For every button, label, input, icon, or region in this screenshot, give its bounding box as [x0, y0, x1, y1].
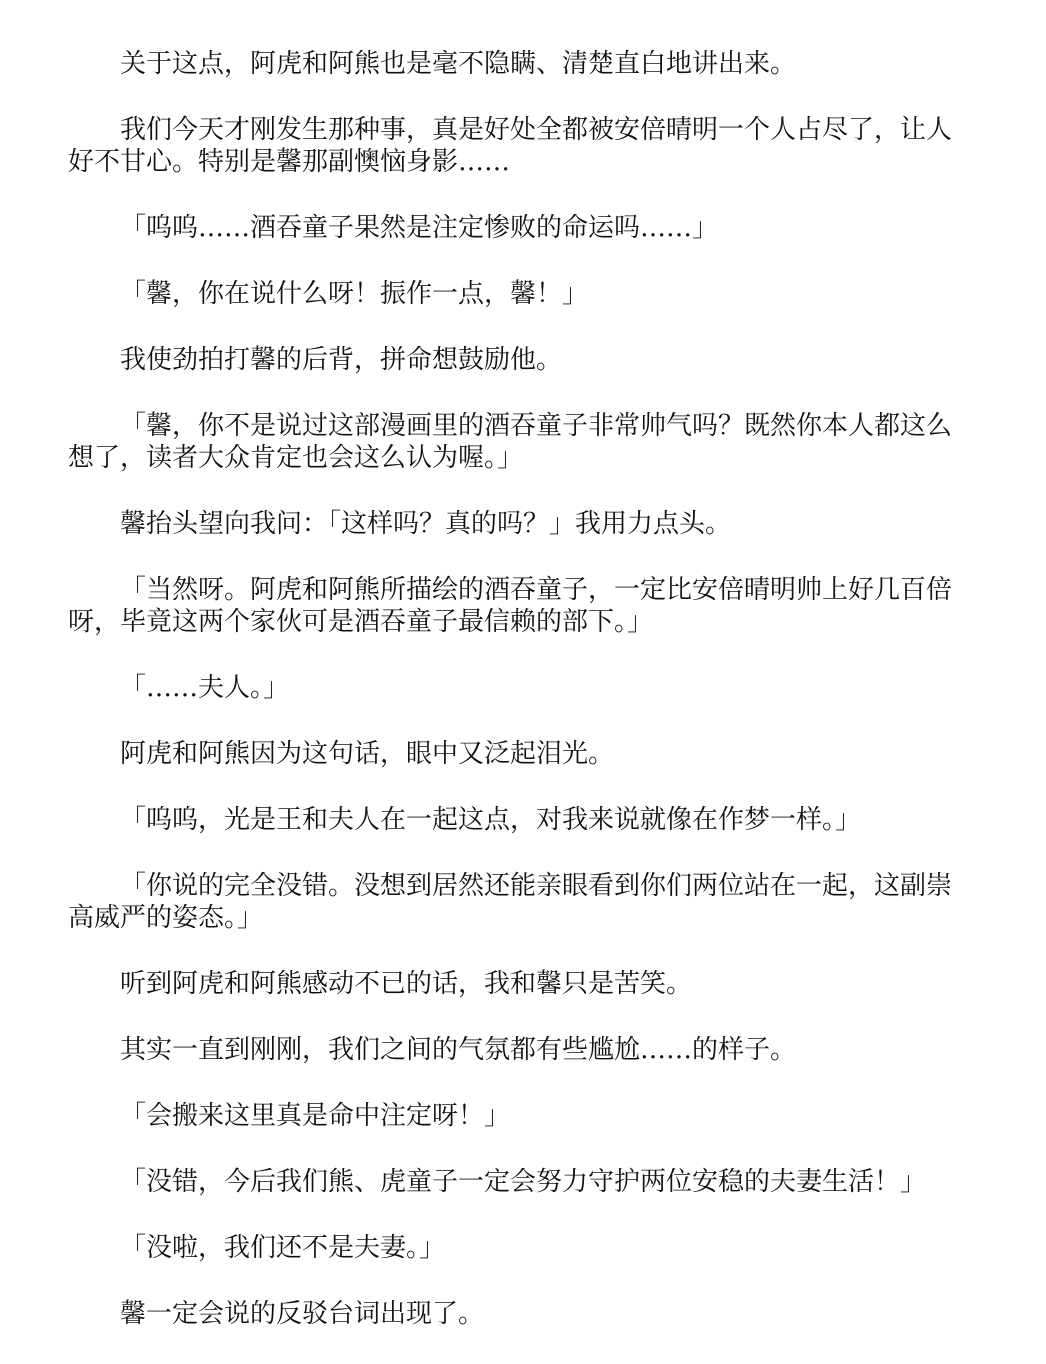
paragraph: 关于这点，阿虎和阿熊也是毫不隐瞒、清楚直白地讲出来。: [120, 49, 797, 79]
paragraph: 「馨，你不是说过这部漫画里的酒吞童子非常帅气吗？既然你本人都这么想了，读者大众肯定也会这么认为喔。」: [68, 411, 953, 473]
paragraph: 馨一定会说的反驳台词出现了。: [120, 1299, 485, 1329]
paragraph: 我使劲拍打馨的后背，拼命想鼓励他。: [120, 345, 563, 375]
paragraph: 馨抬头望向我问：「这样吗？真的吗？」我用力点头。: [120, 509, 732, 539]
paragraph: 「没啦，我们还不是夫妻。」: [120, 1233, 446, 1263]
paragraph: 「当然呀。阿虎和阿熊所描绘的酒吞童子，一定比安倍晴明帅上好几百倍呀，毕竟这两个家伙可是酒吞童子最信赖的部下。」: [68, 575, 953, 637]
paragraph: 其实一直到刚刚，我们之间的气氛都有些尴尬……的样子。: [120, 1035, 797, 1065]
paragraph: 听到阿虎和阿熊感动不已的话，我和馨只是苦笑。: [120, 969, 693, 999]
paragraph: 「馨，你在说什么呀！振作一点，馨！」: [120, 279, 589, 309]
paragraph: 阿虎和阿熊因为这句话，眼中又泛起泪光。: [120, 739, 615, 769]
paragraph: 「会搬来这里真是命中注定呀！」: [120, 1101, 511, 1131]
paragraph: 「呜呜，光是王和夫人在一起这点，对我来说就像在作梦一样。」: [120, 805, 862, 835]
paragraph: 「没错，今后我们熊、虎童子一定会努力守护两位安稳的夫妻生活！」: [120, 1167, 927, 1197]
document-page: [68, 48, 974, 1364]
paragraph: 我们今天才刚发生那种事，真是好处全都被安倍晴明一个人占尽了，让人好不甘心。特别是馨那副懊恼身影……: [68, 115, 953, 177]
paragraph: 「你说的完全没错。没想到居然还能亲眼看到你们两位站在一起，这副崇高威严的姿态。」: [68, 871, 953, 933]
paragraph: 「……夫人。」: [120, 673, 290, 703]
paragraph: 「呜呜……酒吞童子果然是注定惨败的命运吗……」: [120, 213, 719, 243]
